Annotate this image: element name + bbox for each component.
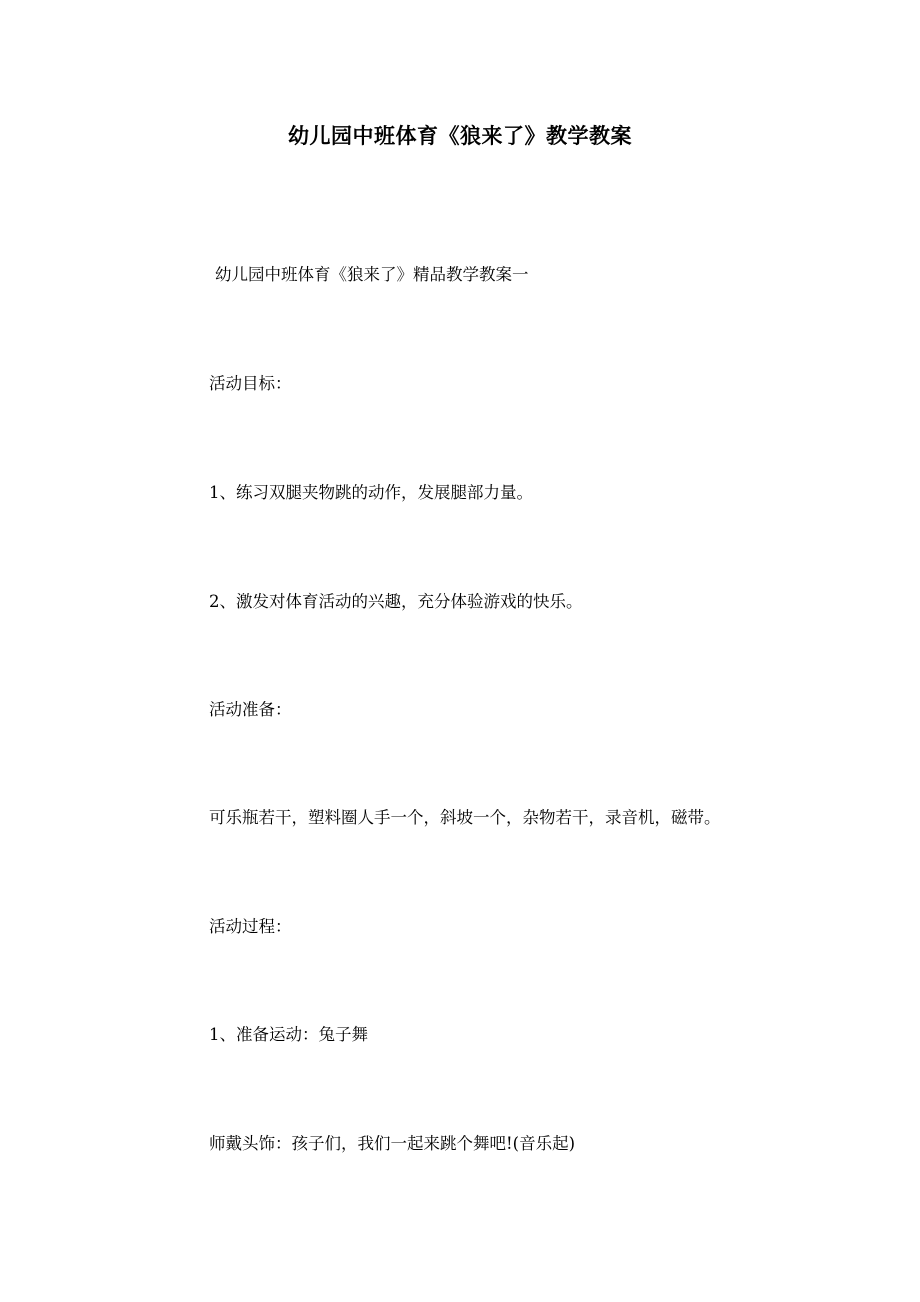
teacher-dialogue: 师戴头饰：孩子们，我们一起来跳个舞吧!(音乐起) [209,1134,576,1153]
goal-item-1: 1、练习双腿夹物跳的动作，发展腿部力量。 [209,483,533,502]
goal-item-2: 2、激发对体育活动的兴趣，充分体验游戏的快乐。 [209,592,583,611]
document-title: 幼儿园中班体育《狼来了》教学教案 [288,123,632,148]
preparation-text: 可乐瓶若干，塑料圈人手一个，斜坡一个，杂物若干，录音机，磁带。 [209,808,721,827]
goals-heading: 活动目标： [209,374,292,393]
preparation-heading: 活动准备： [209,700,292,719]
section-heading: 幼儿园中班体育《狼来了》精品教学教案一 [215,265,529,284]
process-step-1: 1、准备运动：兔子舞 [209,1025,368,1044]
process-heading: 活动过程： [209,917,292,936]
